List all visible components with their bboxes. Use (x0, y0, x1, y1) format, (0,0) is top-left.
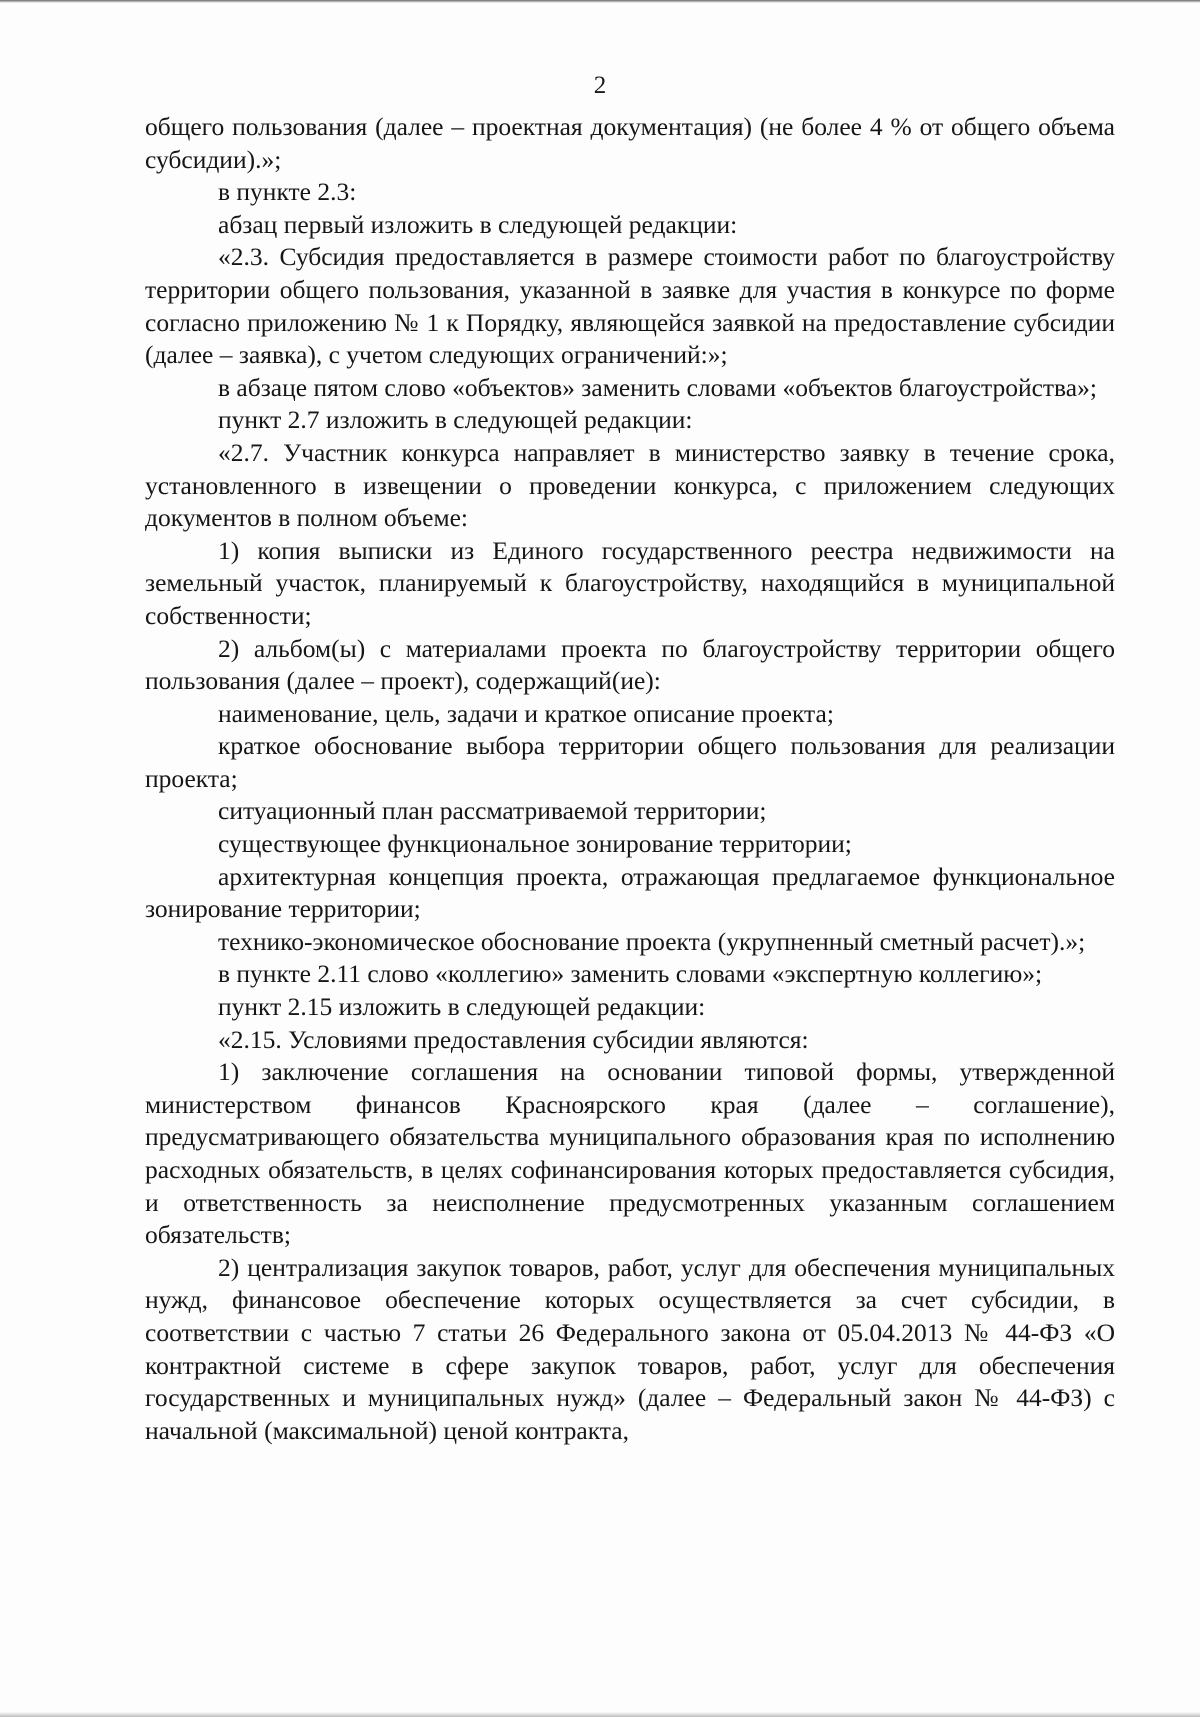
page-number: 2 (593, 72, 607, 99)
paragraph: в абзаце пятом слово «объектов» заменить словами «объектов благоустройства»; (218, 372, 1097, 402)
paragraph: ситуационный план рассматриваемой территории; (218, 796, 767, 826)
paragraph: наименование, цель, задачи и краткое описание проекта; (218, 698, 834, 728)
paragraph: абзац первый изложить в следующей редакции: (218, 209, 738, 239)
paragraph: 1) заключение соглашения на основании типовой формы, утвержденной министерством финансов Красноярского края (далее – соглашение), предусматривающего обязательства муниципального образования края по исполнению расходных обязательств, в целях софинансирования которых предоставляется субсидия, и ответственность за неисполнение предусмотренных указанным соглашением обязательств; (145, 1057, 1115, 1250)
paragraph: существующее функциональное зонирование территории; (218, 829, 852, 859)
paragraph: пункт 2.7 изложить в следующей редакции: (218, 405, 693, 435)
paragraph: 2) альбом(ы) с материалами проекта по благоустройству территории общего пользования (далее – проект), содержащий(ие): (145, 633, 1115, 696)
paragraph: пункт 2.15 изложить в следующей редакции: (218, 992, 706, 1022)
paragraph: 2) централизация закупок товаров, работ, услуг для обеспечения муниципальных нужд, финансовое обеспечение которых осуществляется за счет субсидии, в соответствии с частью 7 статьи 26 Федерального закона от 05.04.2013 № 44-ФЗ «О контрактной системе в сфере закупок товаров, работ, услуг для обеспечения государственных и муниципальных нужд» (далее – Федеральный закон № 44-ФЗ) с начальной (максимальной) ценой контракта, (145, 1252, 1115, 1445)
paragraph: 1) копия выписки из Единого государственного реестра недвижимости на земельный участок, планируемый к благоустройству, находящийся в муниципальной собственности; (145, 535, 1115, 630)
paragraph: технико-экономическое обоснование проекта (укрупненный сметный расчет).»; (218, 926, 1086, 956)
scan-edge-top (0, 0, 1200, 3)
paragraph: краткое обоснование выбора территории общего пользования для реализации проекта; (145, 731, 1115, 793)
scan-edge-bottom (0, 1712, 1200, 1717)
paragraph-continuation: общего пользования (далее – проектная документация) (не более 4 % от общего объема субсидии).»; (145, 112, 1115, 174)
paragraph: в пункте 2.11 слово «коллегию» заменить словами «экспертную коллегию»; (218, 959, 1043, 989)
paragraph: архитектурная концепция проекта, отражающая предлагаемое функциональное зонирование территории; (145, 861, 1115, 924)
document-body (145, 111, 1115, 1447)
paragraph: «2.7. Участник конкурса направляет в министерство заявку в течение срока, установленного в извещении о проведении конкурса, с приложением следующих документов в полном объеме: (145, 437, 1115, 533)
paragraph: в пункте 2.3: (218, 177, 357, 207)
paragraph: «2.3. Субсидия предоставляется в размере стоимости работ по благоустройству территории общего пользования, указанной в заявке для участия в конкурсе по форме согласно приложению № 1 к Порядку, являющейся заявкой на предоставление субсидии (далее – заявка), с учетом следующих ограничений:»; (145, 242, 1115, 370)
paragraph: «2.15. Условиями предоставления субсидии являются: (218, 1024, 809, 1054)
